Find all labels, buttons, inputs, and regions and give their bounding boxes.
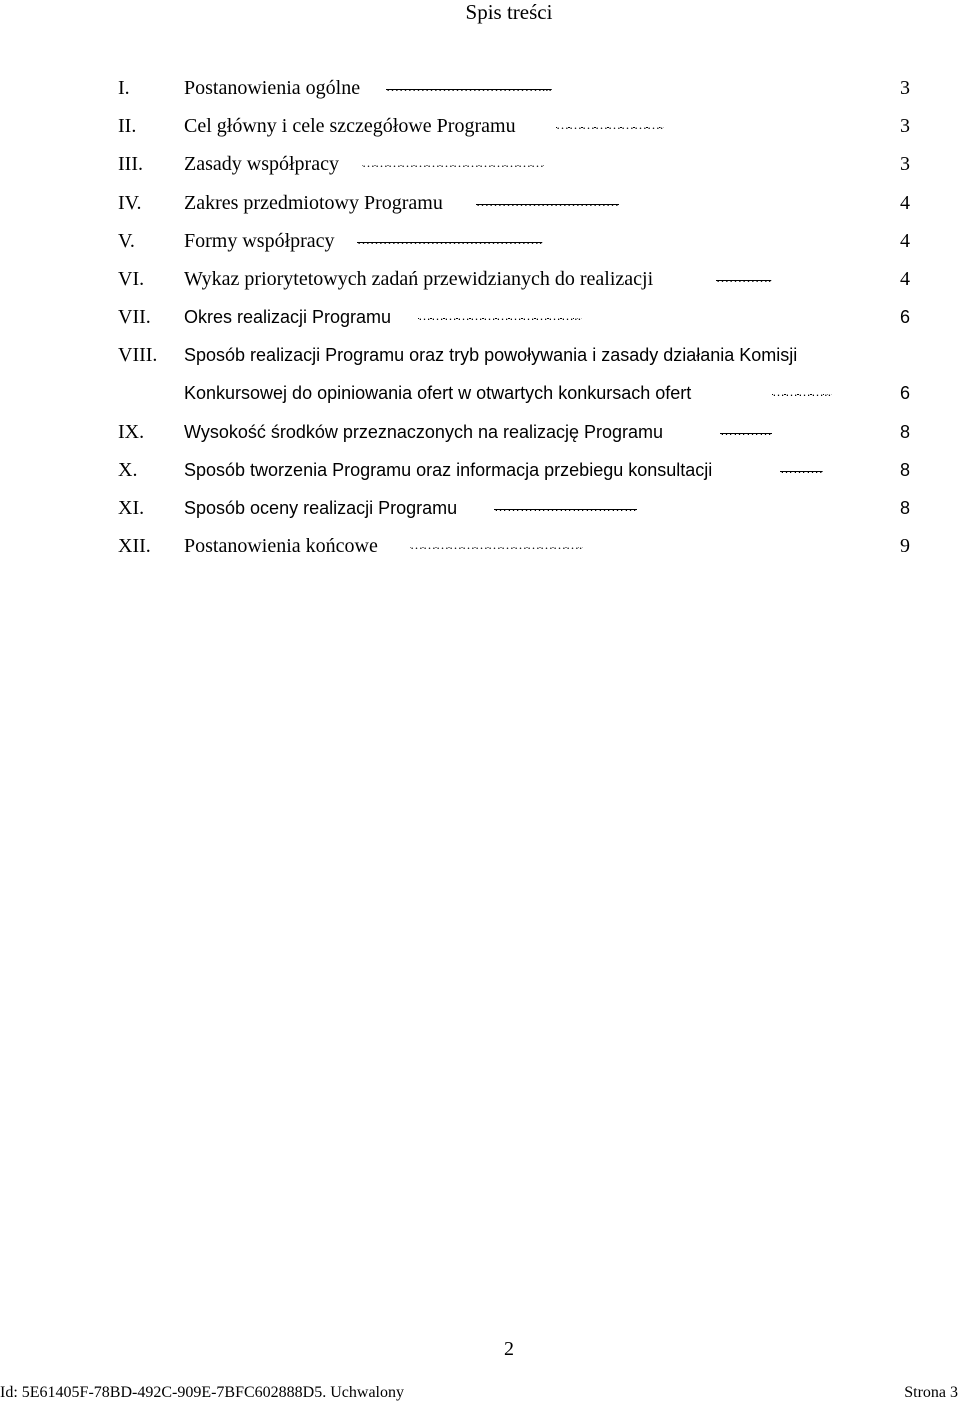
toc-entry-page: 9 xyxy=(900,535,910,558)
toc-entry-number: VIII. xyxy=(118,344,158,367)
toc-leader-dots: ……………………………………. xyxy=(357,231,543,247)
toc-entry-page: 4 xyxy=(900,267,910,290)
toc-entry[interactable] xyxy=(0,417,960,455)
toc-entry-title: Cel główny i cele szczegółowe Programu xyxy=(184,115,516,138)
toc-entry[interactable] xyxy=(0,493,960,531)
toc-entry[interactable] xyxy=(0,455,960,493)
toc-entry[interactable] xyxy=(0,531,960,569)
toc-entry-number: V. xyxy=(118,229,135,252)
toc-entry[interactable] xyxy=(0,340,960,416)
toc-entry-title: Okres realizacji Programu xyxy=(184,307,392,328)
table-of-contents xyxy=(0,73,960,569)
toc-entry-title: Sposób tworzenia Programu oraz informacja przebiegu konsultacji xyxy=(184,459,713,480)
toc-entry-page: 6 xyxy=(899,307,910,328)
toc-entry-page: 4 xyxy=(900,191,910,214)
toc-leader-dots: …………………………… xyxy=(494,499,637,515)
toc-entry-title: Sposób oceny realizacji Programu xyxy=(184,498,458,519)
toc-entry-page: 3 xyxy=(900,153,910,176)
toc-entry[interactable] xyxy=(0,188,960,226)
toc-entry-number: VI. xyxy=(118,267,145,290)
toc-leader-dots: ……………………………….. xyxy=(418,308,582,324)
toc-leader-dots: ……………………. xyxy=(556,117,664,133)
toc-entry[interactable] xyxy=(0,149,960,187)
toc-entry-title: Wysokość środków przeznaczonych na realizację Programu xyxy=(184,421,664,442)
toc-entry-number: III. xyxy=(118,153,143,176)
toc-entry-title: Sposób realizacji Programu oraz tryb powoływania i zasady działania Komisji xyxy=(184,345,798,366)
toc-entry-title: Zakres przedmiotowy Programu xyxy=(184,191,443,214)
toc-entry-page: 8 xyxy=(899,498,910,519)
toc-entry-number: IV. xyxy=(118,191,142,214)
toc-leader-dots: ………….. xyxy=(772,384,832,400)
toc-leader-dots: …………………………… xyxy=(476,193,619,209)
page-number: 2 xyxy=(504,1338,514,1360)
toc-entry-title-continued: Konkursowej do opiniowania ofert w otwartych konkursach ofert xyxy=(184,383,692,404)
toc-entry-page: 3 xyxy=(900,77,910,99)
toc-entry-page: 8 xyxy=(899,459,910,480)
toc-entry-title: Postanowienia ogólne xyxy=(184,77,361,99)
page-title: Spis treści xyxy=(465,0,553,24)
toc-entry[interactable] xyxy=(0,111,960,149)
toc-leader-dots: ………… xyxy=(720,422,772,438)
toc-entry-number: VII. xyxy=(118,306,151,329)
toc-entry-page: 8 xyxy=(899,421,910,442)
footer-page-label: Strona 3 xyxy=(904,1384,958,1401)
toc-entry-number: XI. xyxy=(118,497,145,520)
toc-leader-dots: …………………………………… xyxy=(362,155,544,171)
toc-entry[interactable] xyxy=(0,226,960,264)
footer-document-id: Id: 5E61405F-78BD-492C-909E-7BFC602888D5. Uchwalony xyxy=(0,1384,404,1401)
toc-entry-number: I. xyxy=(118,77,130,99)
toc-leader-dots: ………………………………... xyxy=(386,79,552,94)
toc-entry-number: XII. xyxy=(118,535,151,558)
toc-entry-number: X. xyxy=(118,458,138,481)
toc-entry[interactable] xyxy=(0,73,960,111)
toc-entry-title: Postanowienia końcowe xyxy=(184,535,378,558)
toc-entry-page: 3 xyxy=(900,115,910,138)
toc-entry-title: Wykaz priorytetowych zadań przewidzianych do realizacji xyxy=(184,267,654,290)
toc-entry-page: 6 xyxy=(899,383,910,404)
toc-entry-number: IX. xyxy=(118,420,145,443)
toc-leader-dots: ………. xyxy=(780,460,823,476)
toc-entry-page: 4 xyxy=(900,229,910,252)
toc-leader-dots: …………………………………. xyxy=(410,537,583,553)
toc-entry[interactable] xyxy=(0,302,960,340)
toc-entry-title: Formy współpracy xyxy=(184,229,335,252)
toc-entry-number: II. xyxy=(118,115,137,138)
toc-entry-title: Zasady współpracy xyxy=(184,153,339,176)
toc-leader-dots: …………. xyxy=(716,269,772,285)
toc-entry[interactable] xyxy=(0,264,960,302)
